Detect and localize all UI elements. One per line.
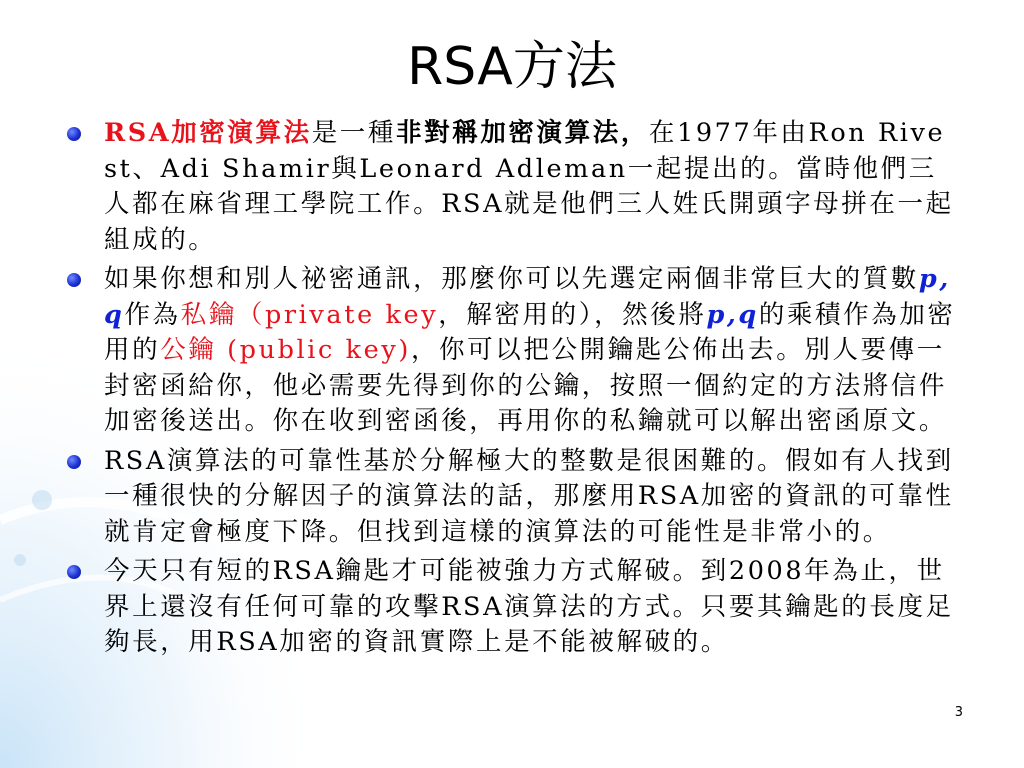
bullet-text: ，解密用的），然後將: [438, 299, 707, 330]
bullet-text: 是一種: [311, 118, 397, 148]
public-key-term: 公鑰 (public key): [160, 335, 411, 365]
private-key-term: 私鑰（private key: [180, 299, 439, 330]
rsa-algorithm-term: RSA加密演算法: [104, 118, 312, 148]
bullet-current-status: [66, 554, 956, 661]
variable-pq: p,q: [706, 299, 759, 330]
bullet-text: 的乘積作為加密用的: [104, 299, 956, 365]
bullet-reliability: [66, 444, 956, 551]
bullet-dot-icon: [67, 565, 81, 579]
slide-title: RSA方法: [407, 37, 617, 97]
bullet-list: [66, 116, 956, 665]
variable-pq: p,q: [104, 264, 951, 330]
asymmetric-encryption-term: 非對稱加密演算法，: [396, 118, 649, 148]
bullet-text: 今天只有短的RSA鑰匙才可能被強力方式解破。到2008年為止，世界上還沒有任何可靠的攻擊RSA演算法的方式。只要其鑰匙的長度足夠長，用RSA加密的資訊實際上是不能被解破的。: [104, 556, 954, 657]
bullet-dot-icon: [67, 273, 81, 287]
bullet-text: 在1977年由Ron Rivest、Adi Shamir與Leonard Adleman一起提出的。當時他們三人都在麻省理工學院工作。RSA就是他們三人姓氏開頭字母拼在一起組成的。: [104, 118, 954, 255]
bullet-text: 作為: [124, 299, 181, 330]
bullet-dot-icon: [67, 455, 81, 469]
bullet-dot-icon: [67, 127, 81, 141]
bullet-rsa-history: [66, 116, 956, 258]
bullet-text: 如果你想和別人祕密通訊，那麼你可以先選定兩個非常巨大的質數: [104, 264, 919, 294]
bullet-text: ，你可以把公開鑰匙公佈出去。別人要傳一封密函給你，他必需要先得到你的公鑰，按照一個約定的方法將信件加密後送出。你在收到密函後，再用你的私鑰就可以解出密函原文。: [104, 335, 948, 436]
page-number: 3: [954, 705, 963, 720]
bullet-key-usage: [66, 262, 956, 440]
bullet-text: RSA演算法的可靠性基於分解極大的整數是很困難的。假如有人找到一種很快的分解因子的演算法的話，那麼用RSA加密的資訊的可靠性就肯定會極度下降。但找到這樣的演算法的可能性是非常小的。: [104, 445, 954, 547]
